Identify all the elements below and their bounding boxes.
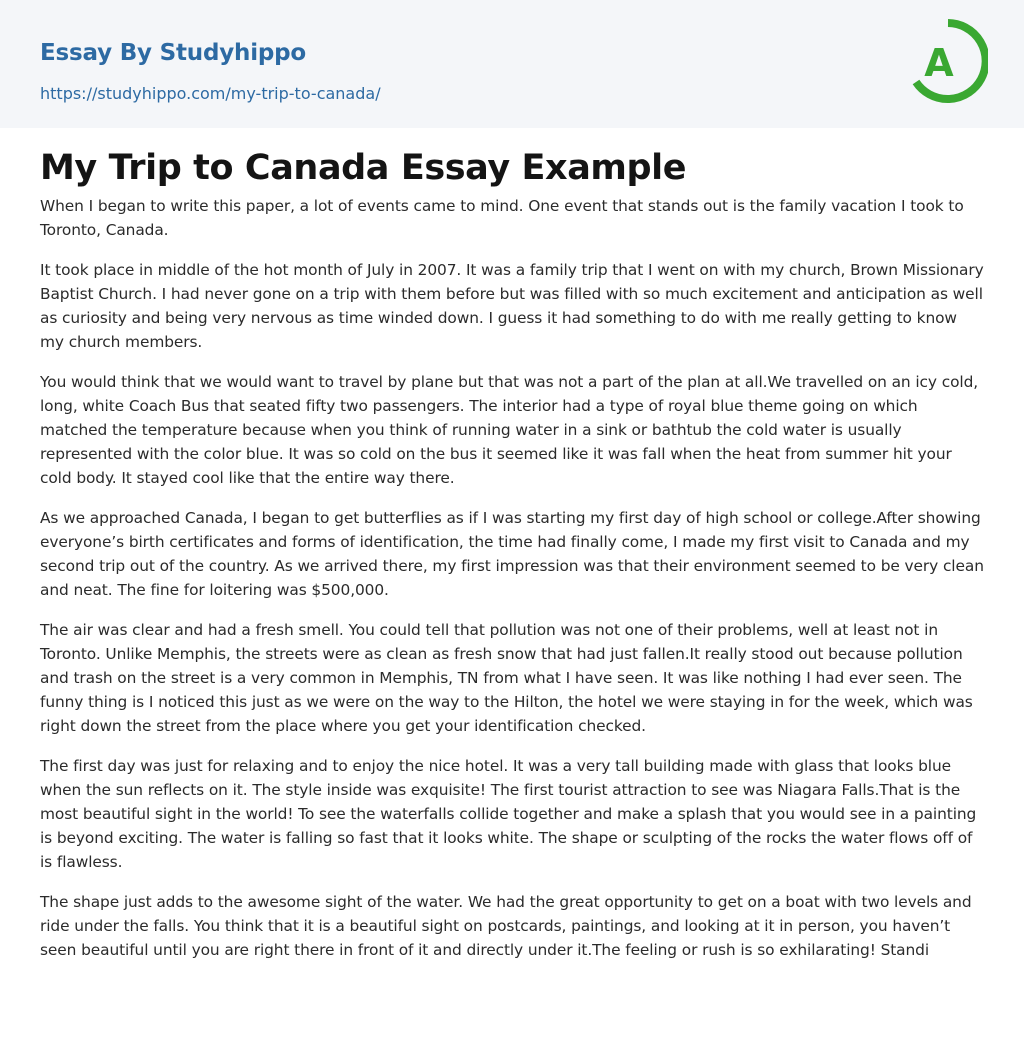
essay-paragraph: The first day was just for relaxing and to enjoy the nice hotel. It was a very tall building made with glass that looks blue when the sun reflects on it. The style inside was exquisite! The first tourist attraction to see was Niagara Falls.That is the most beautiful sight in the world! To see the waterfalls collide together and make a splash that you would see in a painting is beyond exciting. The water is falling so fast that it looks white. The shape or sculpting of the rocks the water flows off of is flawless. (40, 757, 977, 871)
logo-letter: A (924, 41, 954, 85)
essay-paragraph: You would think that we would want to travel by plane but that was not a part of the plan at all.We travelled on an icy cold, long, white Coach Bus that seated fifty two passengers. The interior had a type of royal blue theme going on which matched the temperature because when you think of running water in a sink or bathtub the cold water is usually represented with the color blue. It was so cold on the bus it seemed like it was fall when the heat from summer hit your cold body. It stayed cool like that the entire way there. (40, 373, 979, 487)
essay-content (40, 144, 984, 978)
logo-ring-icon (908, 18, 988, 106)
essay-body (40, 194, 984, 962)
studyhippo-logo[interactable] (908, 18, 988, 106)
brand-title[interactable]: Essay By Studyhippo (40, 40, 307, 66)
essay-paragraph: As we approached Canada, I began to get butterflies as if I was starting my first day of high school or college.After showing everyone’s birth certificates and forms of identification, the time had finally come, I made my first visit to Canada and my second trip out of the country. As we arrived there, my first impression was that their environment seemed to be very clean and neat. The fine for loitering was $500,000. (40, 509, 984, 599)
essay-title: My Trip to Canada Essay Example (40, 148, 687, 188)
essay-paragraph: The air was clear and had a fresh smell. You could tell that pollution was not one of their problems, well at least not in Toronto. Unlike Memphis, the streets were as clean as fresh snow that had just fallen.It really stood out because pollution and trash on the street is a very common in Memphis, TN from what I have seen. It was like nothing I had ever seen. The funny thing is I noticed this just as we were on the way to the Hilton, the hotel we were staying in for the week, which was right down the street from the place where you get your identification checked. (40, 621, 973, 735)
source-url-link[interactable]: https://studyhippo.com/my-trip-to-canada/ (40, 84, 381, 103)
essay-paragraph: The shape just adds to the awesome sight of the water. We had the great opportunity to get on a boat with two levels and ride under the falls. You think that it is a beautiful sight on postcards, paintings, and looking at it in person, you haven’t seen beautiful until you are right there in front of it and directly under it.The feeling or rush is so exhilarating! Standi (40, 893, 972, 959)
site-header (0, 0, 1024, 128)
essay-paragraph: When I began to write this paper, a lot of events came to mind. One event that stands out is the family vacation I took to Toronto, Canada. (40, 197, 964, 239)
essay-paragraph: It took place in middle of the hot month of July in 2007. It was a family trip that I went on with my church, Brown Missionary Baptist Church. I had never gone on a trip with them before but was filled with so much excitement and anticipation as well as curiosity and being very nervous as time winded down. I guess it had something to do with me really getting to know my church members. (40, 261, 984, 351)
